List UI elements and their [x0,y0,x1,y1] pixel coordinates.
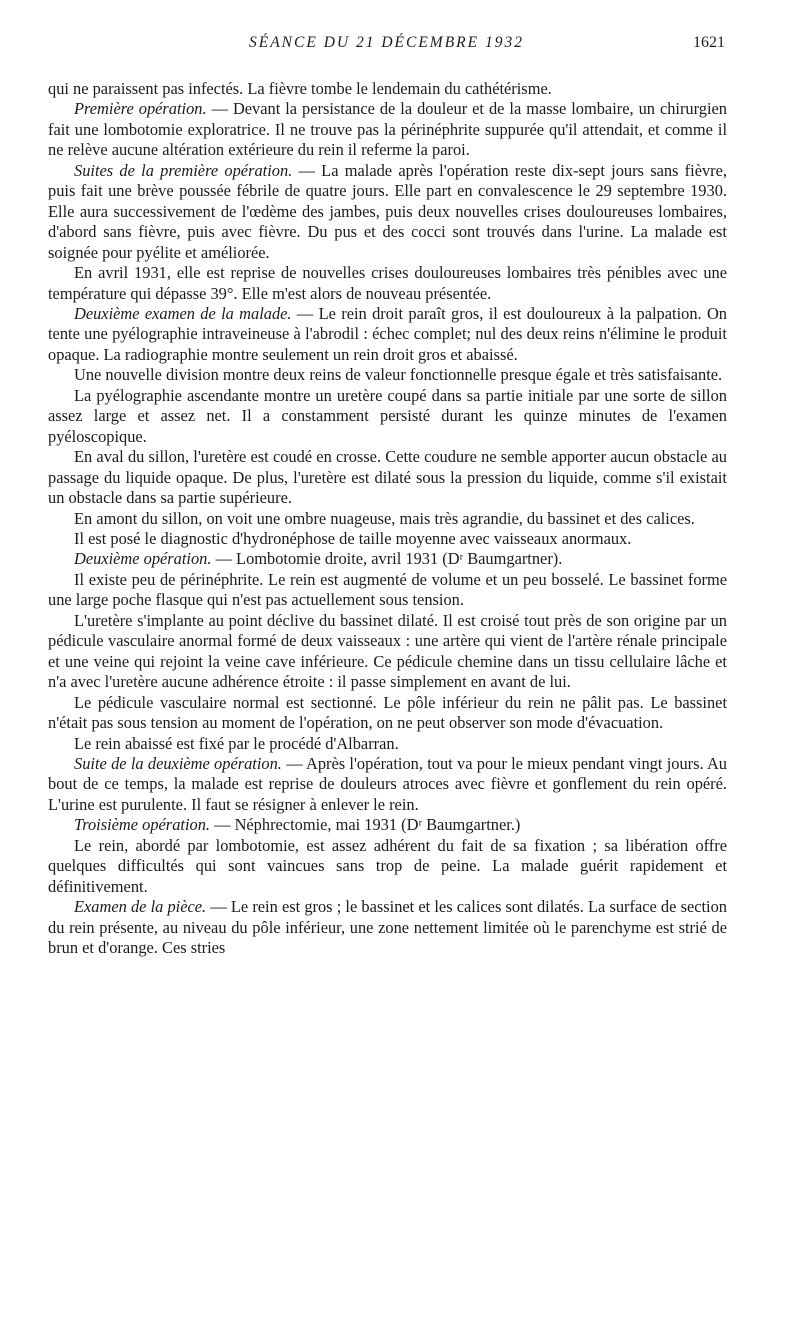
paragraph [48,693,727,734]
paragraph [48,734,727,754]
paragraph-lead: Examen de la pièce. [74,897,207,917]
paragraph [48,754,727,815]
paragraph-lead: Deuxième opération. [74,549,212,569]
paragraph-text: — Le rein droit paraît gros, il est douloureux à la palpation. On tente une pyélographie intraveineuse à l'abrodil : échec complet; nul des deux reins n'élimine le produit opaque. La radiographie montre seulement un rein droit gros et abaissé. [48,303,727,364]
paragraph [48,509,727,529]
paragraph-text: Le pédicule vasculaire normal est sectionné. Le pôle inférieur du rein ne pâlit pas. Le bassinet n'était pas sous tension au moment de l'opération, on ne peut observer son mode d'évacuation. [48,692,727,733]
paragraph-text: — Après l'opération, tout va pour le mieux pendant vingt jours. Au bout de ce temps, la malade est reprise de douleurs atroces avec fièvre et gonflement du rein opéré. L'urine est purulente. Il faut se résigner à enlever le rein. [48,753,727,814]
paragraph-text: La pyélographie ascendante montre un uretère coupé dans sa partie initiale par une sorte de sillon assez large et assez net. Il a constamment persisté durant les quinze minutes de l'examen pyéloscopique. [48,385,727,446]
page-header [48,34,725,58]
paragraph-text: Le rein, abordé par lombotomie, est assez adhérent du fait de sa fixation ; sa libération offre quelques difficultés qui sont vaincues sans trop de peine. La malade guérit rapidement et définitivement. [48,835,727,896]
paragraph [48,161,727,263]
paragraph-text: — Devant la persistance de la douleur et de la masse lombaire, un chirurgien fait une lombotomie exploratrice. Il ne trouve pas la périnéphrite suppurée qu'il attendait, et comme il ne relève aucune altération extérieure du rein il referme la paroi. [48,99,728,160]
page-number: 1621 [693,34,725,51]
paragraph [48,304,727,365]
paragraph-text: — Le rein est gros ; le bassinet et les calices sont dilatés. La surface de section du rein présente, au niveau du pôle inférieur, une zone nettement limitée où le parenchyme est strié de brun et d'orange. Ces stries [48,897,727,958]
paragraph-text: En aval du sillon, l'uretère est coudé en crosse. Cette coudure ne semble apporter aucun obstacle au passage du liquide opaque. De plus, l'uretère est dilaté sous la pression du liquide, comme s'il existait un obstacle dans sa partie supérieure. [48,447,727,508]
paragraph [48,529,727,549]
paragraph [48,386,727,447]
paragraph [48,815,727,835]
paragraph-lead: Suites de la première opération. [74,160,293,180]
paragraph-text: En amont du sillon, on voit une ombre nuageuse, mais très agrandie, du bassinet et des calices. [74,508,695,528]
paragraph-text: — Néphrectomie, mai 1931 (Dʳ Baumgartner.) [209,815,521,835]
paragraph [48,365,727,385]
paragraph-text: L'uretère s'implante au point déclive du bassinet dilaté. Il est croisé tout près de son origine par un pédicule vasculaire anormal formé de deux vaisseaux : une artère qui vient de l'artère rénale principale et une veine qui rejoint la veine cave inférieure. Ce pédicule chemine dans un tissu cellulaire lâche et n'a avec l'uretère aucune adhérence étroite : il passe simplement en avant de lui. [48,610,727,692]
paragraph-text: Le rein abaissé est fixé par le procédé d'Albarran. [74,733,399,753]
paragraph-lead: Première opération. [74,99,207,119]
paragraph [48,897,727,958]
paragraph [48,447,727,508]
paragraph-text: — Lombotomie droite, avril 1931 (Dʳ Baumgartner). [211,549,563,569]
paragraph-lead: Troisième opération. [74,815,210,835]
paragraph [48,836,727,897]
paragraph-text: — La malade après l'opération reste dix-sept jours sans fièvre, puis fait une brève poussée fébrile de quatre jours. Elle part en convalescence le 29 septembre 1930. Elle aura successivement de l'œdème des jambes, puis deux nouvelles crises douloureuses lombaires, d'abord sans fièvre, puis avec fièvre. Du pus et des cocci sont trouvés dans l'urine. La malade est soignée pour pyélite et améliorée. [48,160,727,262]
paragraph [48,99,727,160]
paragraph-text: qui ne paraissent pas infectés. La fièvre tombe le lendemain du cathétérisme. [48,79,552,98]
paragraph [48,263,727,304]
paragraph-text: Une nouvelle division montre deux reins de valeur fonctionnelle presque égale et très satisfaisante. [74,365,723,385]
paragraph-lead: Deuxième examen de la malade. [74,303,292,323]
paragraph-text: En avril 1931, elle est reprise de nouvelles crises douloureuses lombaires très pénibles avec une température qui dépasse 39°. Elle m'est alors de nouveau présentée. [48,263,727,303]
body-text [48,79,727,958]
running-title: SÉANCE DU 21 DÉCEMBRE 1932 [248,34,524,51]
paragraph-text: Il est posé le diagnostic d'hydronéphose de taille moyenne avec vaisseaux anormaux. [74,528,632,548]
paragraph-text: Il existe peu de périnéphrite. Le rein est augmenté de volume et un peu bosselé. Le bassinet forme une large poche flasque qui n'est pas actuellement sous tension. [48,569,727,610]
paragraph [48,79,727,99]
paragraph [48,611,727,693]
paragraph-lead: Suite de la deuxième opération. [74,753,282,773]
paragraph [48,549,727,569]
paragraph [48,570,727,611]
